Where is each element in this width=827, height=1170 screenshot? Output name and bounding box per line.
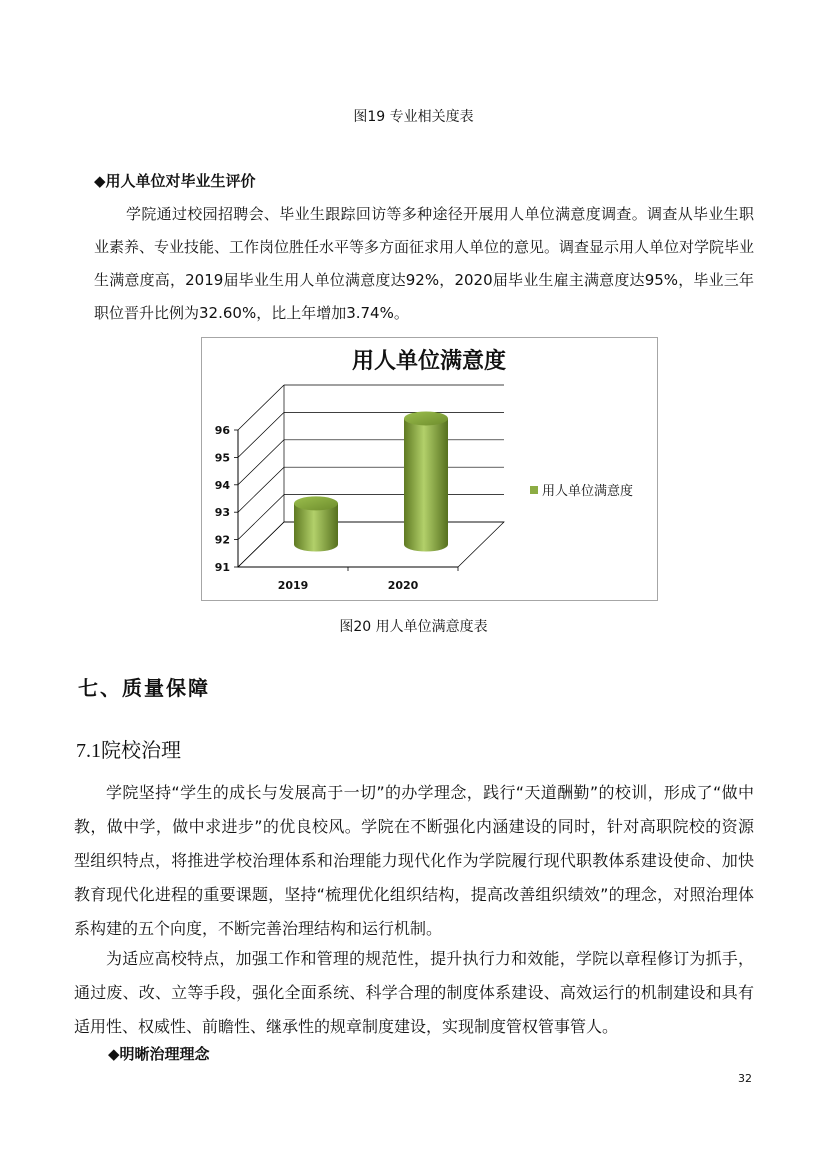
figure-20-caption: 图20 用人单位满意度表: [339, 619, 488, 635]
y-tick-label: 96: [214, 424, 230, 437]
legend-swatch: [530, 486, 538, 494]
bar-2020: [404, 418, 448, 551]
governance-paragraph-1: 学院坚持“学生的成长与发展高于一切”的办学理念，践行“天道酬勤”的校训，形成了“做中教，做中学，做中求进步”的优良校风。学院在不断强化内涵建设的同时，针对高职院校的资源型组织特点，将推进学校治理体系和治理能力现代化作为学院履行现代职教体系建设使命、加快教育现代化进程的重要课题，坚持“梳理优化组织结构，提高改善组织绩效”的理念，对照治理体系构建的五个向度，不断完善治理结构和运行机制。: [74, 783, 754, 938]
chart-floor: [238, 522, 504, 567]
bar-top-2020: [404, 411, 448, 425]
y-tick-label: 91: [214, 561, 230, 574]
section-7-1-title: 院校治理: [101, 738, 181, 762]
legend-label: 用人单位满意度: [542, 484, 634, 499]
y-tick-label: 92: [214, 533, 230, 547]
gridline-side: [238, 440, 284, 485]
satisfaction-chart: [201, 337, 658, 601]
governance-paragraph-2: 为适应高校特点，加强工作和管理的规范性，提升执行力和效能，学院以章程修订为抓手，通过废、改、立等手段，强化全面系统、科学合理的制度体系建设、高效运行的机制建设和具有适用性、权威性、前瞻性、继承性的规章制度建设，实现制度管权管事管人。: [74, 949, 754, 1036]
page-number: 32: [738, 1072, 752, 1085]
gridline-side: [238, 385, 284, 430]
y-tick-label: 93: [214, 506, 230, 520]
chart-title: 用人单位满意度: [351, 349, 507, 374]
section-7-heading: 七、质量保障: [78, 676, 210, 700]
section-7-1-number: 7.1: [76, 740, 101, 762]
gridline-side: [238, 467, 284, 512]
y-tick-label: 94: [214, 478, 230, 492]
y-tick-label: 95: [214, 451, 230, 465]
x-tick-label: 2020: [387, 579, 419, 592]
satisfaction-chart-svg: [202, 338, 657, 600]
employer-evaluation-heading: ◆用人单位对毕业生评价: [94, 172, 256, 190]
employer-evaluation-paragraph: 学院通过校园招聘会、毕业生跟踪回访等多种途径开展用人单位满意度调查。调查从毕业生职业素养、专业技能、工作岗位胜任水平等多方面征求用人单位的意见。调查显示用人单位对学院毕业生满意度高，2019届毕业生用人单位满意度达92%，2020届毕业生雇主满意度达95%，毕业三年职位晋升比例为32.60%，比上年增加3.74%。: [94, 205, 755, 322]
bar-2019: [294, 503, 338, 551]
figure-19-caption: 图19 专业相关度表: [353, 109, 474, 125]
section-7-1-heading: [76, 734, 181, 763]
bar-top-2019: [294, 496, 338, 510]
x-tick-label: 2019: [277, 579, 309, 592]
governance-concept-heading: ◆明晰治理理念: [108, 1045, 210, 1063]
gridline-side: [238, 495, 284, 540]
gridline-side: [238, 412, 284, 457]
